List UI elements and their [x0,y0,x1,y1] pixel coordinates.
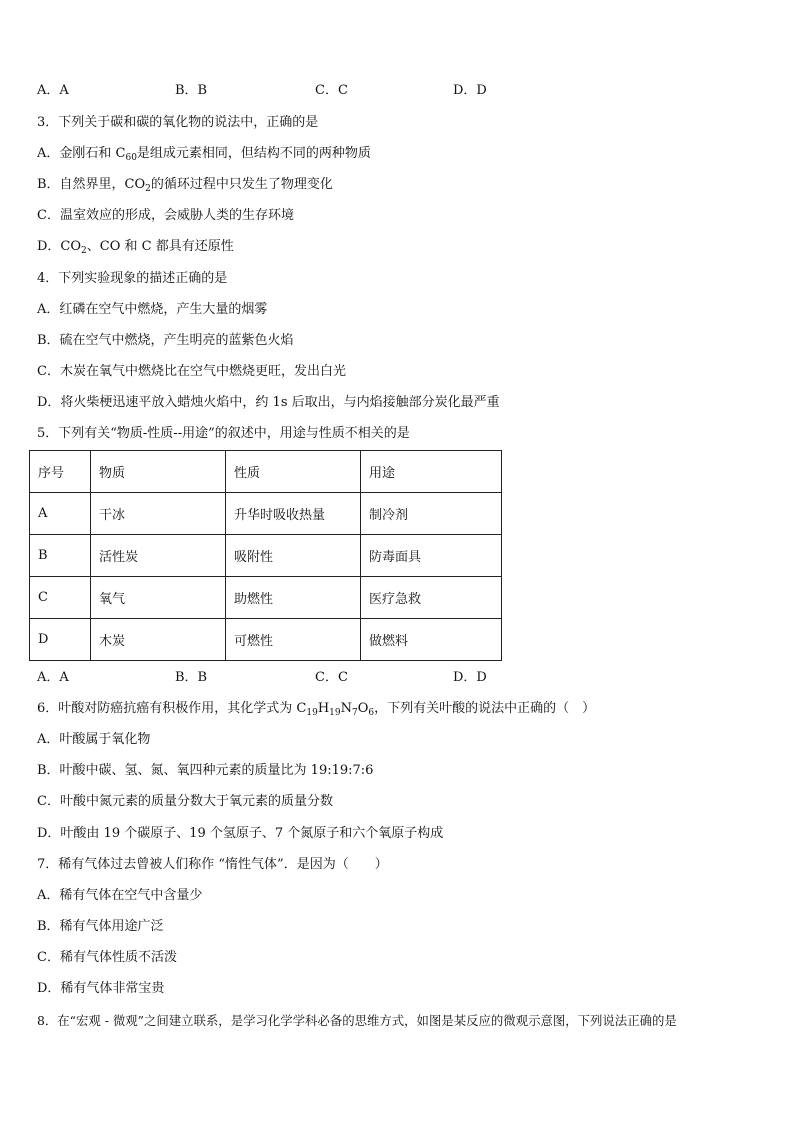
table-cell: 氧气 [91,577,226,619]
table-cell: 干冰 [91,493,226,535]
table-cell: B [30,535,91,577]
q4-option-a: A．红磷在空气中燃烧，产生大量的烟雾 [37,302,268,317]
table-row [30,577,502,619]
table-cell: 升华时吸收热量 [226,493,361,535]
option-d: D．D [453,83,487,98]
q6-option-b: B．叶酸中碳、氢、氮、氧四种元素的质量比为 19:19:7:6 [37,763,374,778]
table-cell: 医疗急救 [361,577,502,619]
table-row [30,493,502,535]
q6-option-d: D．叶酸由 19 个碳原子、19 个氢原子、7 个氮原子和六个氧原子构成 [37,826,444,841]
table-cell: 做燃料 [361,619,502,661]
table-cell: 活性炭 [91,535,226,577]
q7-option-a: A．稀有气体在空气中含量少 [37,888,203,903]
option-c: C．C [315,670,348,685]
q4-stem: 4．下列实验现象的描述正确的是 [37,271,228,286]
q3-option-c: C．温室效应的形成，会威胁人类的生存环境 [37,208,294,223]
q3-option-a: A．金刚石和 $C_{60}$是组成元素相同，但结构不同的两种物质 [37,146,371,163]
table-cell: 制冷剂 [361,493,502,535]
header-cell: 性质 [226,451,361,493]
q3-option-d: D．$CO_2$、CO 和 C 都具有还原性 [37,239,234,256]
option-b: B．B [175,83,208,98]
q4-option-c: C．木炭在氧气中燃烧比在空气中燃烧更旺，发出白光 [37,364,346,379]
table-cell: A [30,493,91,535]
header-cell: 用途 [361,451,502,493]
q6-stem: 6．叶酸对防癌抗癌有积极作用，其化学式为 $C_{19}H_{19}N_7O_6$，下列有关叶酸的说法中正确的（ ） [37,701,596,718]
table-row [30,619,502,661]
option-d: D．D [453,670,487,685]
q5-options [37,669,517,687]
q5-stem: 5．下列有关“物质-性质--用途”的叙述中，用途与性质不相关的是 [37,426,410,441]
option-b: B．B [175,670,208,685]
q8-stem: 8．在“宏观 - 微观”之间建立联系，是学习化学学科必备的思维方式，如图是某反应的微观示意图，下列说法正确的是 [37,1013,677,1028]
option-a: A．A [37,83,69,98]
q6-option-a: A．叶酸属于氧化物 [37,732,151,747]
q2-options [37,82,517,100]
option-c: C．C [315,83,348,98]
table-cell: C [30,577,91,619]
q4-option-b: B．硫在空气中燃烧，产生明亮的蓝紫色火焰 [37,333,294,348]
q7-option-b: B．稀有气体用途广泛 [37,919,164,934]
option-a: A．A [37,670,69,685]
table-cell: 可燃性 [226,619,361,661]
table-cell: 木炭 [91,619,226,661]
q6-option-c: C．叶酸中氮元素的质量分数大于氧元素的质量分数 [37,794,333,809]
header-cell: 物质 [91,451,226,493]
table-cell: 助燃性 [226,577,361,619]
q3-option-b: B．自然界里，$CO_2$的循环过程中只发生了物理变化 [37,177,333,194]
table-cell: D [30,619,91,661]
table-header-row [30,451,502,493]
q5-table [29,450,502,661]
table-cell: 吸附性 [226,535,361,577]
header-cell: 序号 [30,451,91,493]
q7-option-c: C．稀有气体性质不活泼 [37,950,177,965]
q3-stem: 3．下列关于碳和碳的氧化物的说法中，正确的是 [37,115,319,130]
q4-option-d: D．将火柴梗迅速平放入蜡烛火焰中，约 1s 后取出，与内焰接触部分炭化最严重 [37,395,500,410]
q7-option-d: D．稀有气体非常宝贵 [37,981,165,996]
table-cell: 防毒面具 [361,535,502,577]
q7-stem: 7．稀有气体过去曾被人们称作 “惰性气体”．是因为（ ） [37,857,388,872]
table-row [30,535,502,577]
